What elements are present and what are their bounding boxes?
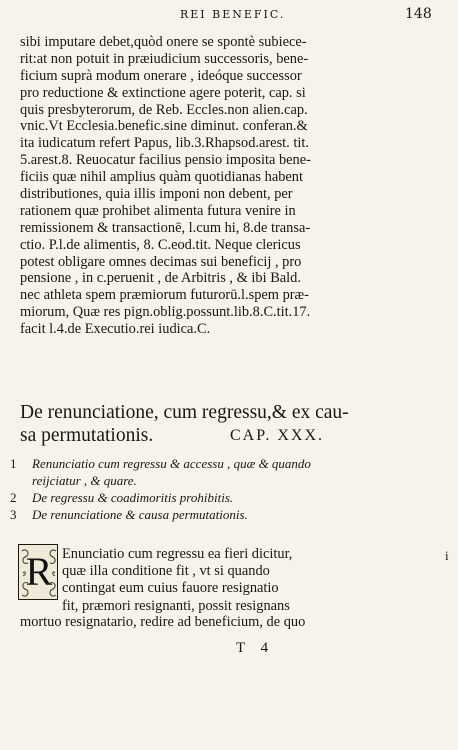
- page-number: 148: [405, 6, 432, 22]
- text-line: potest obligare omnes decimas sui beneficij , pro: [20, 253, 302, 270]
- summary-item: [10, 455, 440, 472]
- summary-text: De renunciatione & causa permutationis.: [32, 507, 248, 522]
- summary-item: [10, 506, 440, 523]
- signature-mark: T 4: [236, 640, 275, 656]
- chapter-summary: [10, 455, 440, 523]
- decorated-initial: [18, 544, 58, 600]
- text-line: sibi imputare debet,quòd onere se spontè subiece-: [20, 34, 307, 50]
- text-line: pensione , in c.peruenit , de Arbitris , & ibi Bald.: [20, 270, 301, 287]
- text-line: 5.arest.8. Reuocatur facilius pensio imposita bene-: [20, 152, 311, 169]
- text-line: ficium suprà modum onerare , ideóque successor: [20, 67, 302, 84]
- paragraph-indented: [62, 546, 442, 615]
- initial-letter: R: [25, 549, 53, 594]
- text-line: ita iudicatum refert Papus, lib.3.Rhapsod.arest. tit.: [20, 135, 309, 152]
- summary-item: [10, 489, 440, 506]
- summary-text: Renunciatio cum regressu & accessu , quæ & quando: [32, 456, 311, 471]
- text-line: quis presbyterorum, de Reb. Eccles.non alien.cap.: [20, 101, 308, 118]
- text-line: rationem quæ prohibet alimenta futura venire in: [20, 202, 296, 219]
- text-line: facit l.4.de Executio.rei iudica.C.: [20, 321, 211, 338]
- text-line: nec athleta spem præmiorum futurorū.l.spem præ-: [20, 287, 309, 304]
- text-line: contingat eum cuius fauore resignatio: [62, 580, 279, 597]
- chapter-title-line-1: De renunciatione, cum regressu,& ex cau-: [20, 402, 349, 423]
- paragraph-full-width: [20, 614, 440, 631]
- body-text: [20, 34, 438, 338]
- text-line: pro reductione & extinctione agere poterit, cap. si: [20, 84, 306, 101]
- text-line: vnic.Vt Ecclesia.benefic.sine diminut. conferan.&: [20, 118, 308, 135]
- text-line: mortuo resignatario, redire ad beneficium, de quo: [20, 614, 306, 630]
- text-line: miorum, Quæ res pign.oblig.possunt.lib.8.C.tit.17.: [20, 304, 311, 321]
- chapter-title-line-2: sa permutationis.: [20, 425, 154, 446]
- summary-number: 1: [10, 456, 17, 471]
- summary-number: 3: [10, 507, 17, 522]
- page-header: [0, 6, 458, 28]
- chapter-number: CAP. XXX.: [230, 427, 325, 444]
- text-line: remissionem & transactionē, l.cum hi, 8.de transa-: [20, 219, 311, 236]
- summary-text: De regressu & coadimoritis prohibitis.: [32, 490, 234, 505]
- text-line: ficiis quæ nihil amplius quàm quotidianas habent: [20, 169, 303, 186]
- text-line: quæ illa conditione fit , vt si quando: [62, 563, 270, 580]
- running-head: REI BENEFIC.: [180, 8, 286, 21]
- text-line: distributiones, quia illis imponi non debent, per: [20, 186, 293, 203]
- text-line: rit:at non potuit in præiudicium successoris, bene-: [20, 50, 309, 67]
- text-line: Enunciatio cum regressu ea fieri dicitur,: [62, 546, 293, 562]
- margin-note-mark: i: [445, 548, 449, 563]
- summary-text-continuation: reijciatur , & quare.: [32, 473, 137, 488]
- chapter-heading: [20, 401, 438, 447]
- text-line: fit, præmori resignanti, possit resignans: [62, 597, 290, 614]
- text-line: ctio. P.l.de alimentis, 8. C.eod.tit. Neque clericus: [20, 236, 301, 253]
- summary-number: 2: [10, 490, 17, 505]
